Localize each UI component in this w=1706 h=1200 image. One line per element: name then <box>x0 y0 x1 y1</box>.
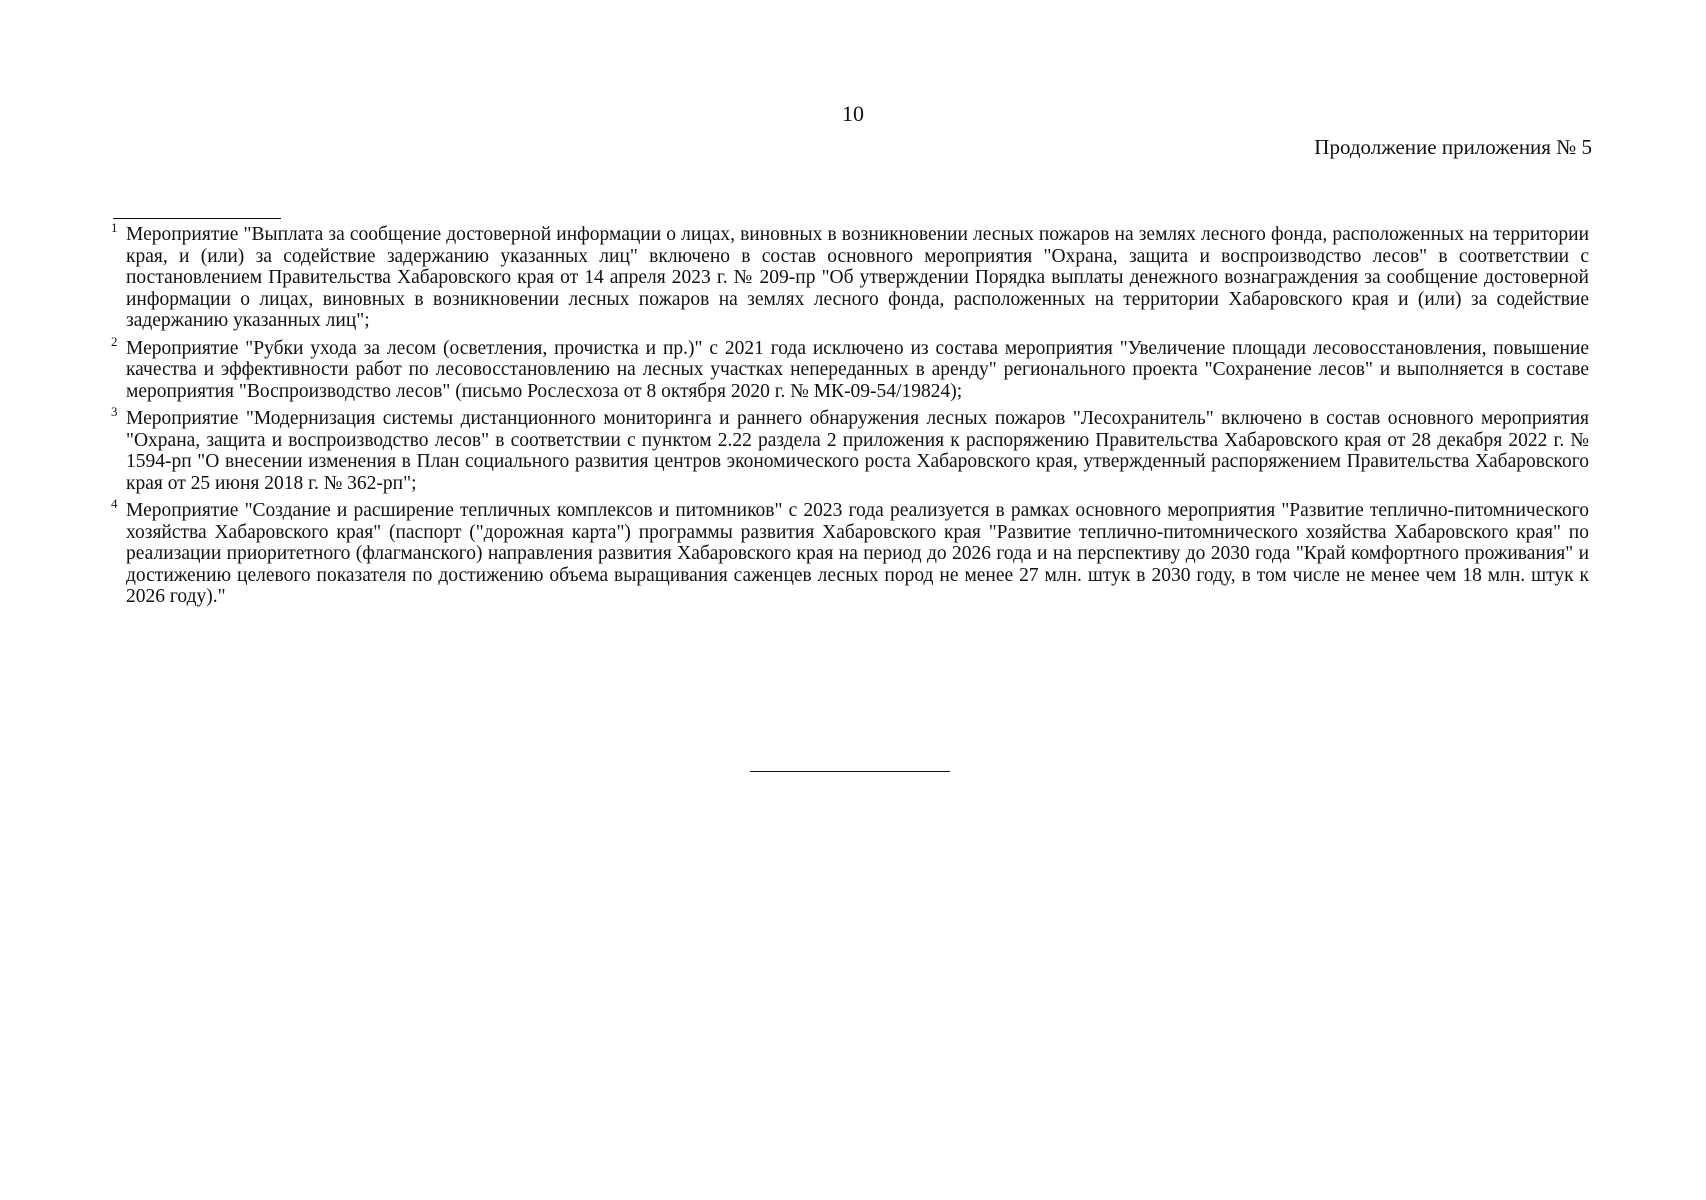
footnote-mark: 3 <box>111 404 118 419</box>
appendix-caption: Продолжение приложения № 5 <box>1314 135 1592 159</box>
footnote-3 <box>111 404 1589 494</box>
footnote-text: Мероприятие "Выплата за сообщение достоверной информации о лицах, виновных в возникновении лесных пожаров на землях лесного фонда, расположенных на территории края, и (или) за содействие задержанию указанных лиц" включено в состав основного мероприятия "Охрана, защита и воспроизводство лесов" в соответствии с постановлением Правительства Хабаровского края от 14 апреля 2023 г. № 209-пр "Об утверждении Порядка выплаты денежного вознаграждения за сообщение достоверной информации о лицах, виновных в возникновении лесных пожаров на землях лесного фонда, расположенных на территории Хабаровского края и (или) за содействие задержанию указанных лиц"; <box>126 224 1589 331</box>
footnote-mark: 2 <box>111 333 118 349</box>
footnote-mark: 4 <box>111 496 118 511</box>
footnote-text: Мероприятие "Рубки ухода за лесом (осветления, прочистка и пр.)" с 2021 года исключено из состава мероприятия "Увеличение площади лесовосстановления, повышение качества и эффективности работ по лесовосстановлению на лесных участках непереданных в аренду" регионального проекта "Сохранение лесов" и выполняется в составе мероприятия "Воспроизводство лесов" (письмо Рослесхоза от 8 октября 2020 г. № МК-09-54/19824); <box>126 337 1589 402</box>
footnote-separator <box>113 218 281 219</box>
closing-rule <box>750 771 950 772</box>
footnote-mark: 1 <box>111 220 118 235</box>
page-number: 10 <box>842 101 864 126</box>
footnote-text: Мероприятие "Модернизация системы дистанционного мониторинга и раннего обнаружения лесных пожаров "Лесохранитель" включено в состав основного мероприятия "Охрана, защита и воспроизводство лесов" в соответствии с пунктом 2.22 раздела 2 приложения к распоряжению Правительства Хабаровского края от 28 декабря 2022 г. № 1594-рп "О внесении изменения в План социального развития центров экономического роста Хабаровского края, утвержденный распоряжением Правительства Хабаровского края от 25 июня 2018 г. № 362-рп"; <box>126 408 1589 494</box>
footnote-1 <box>111 220 1589 332</box>
footnotes-list <box>111 220 1589 614</box>
footnote-2 <box>111 333 1589 403</box>
footnote-4 <box>111 496 1589 608</box>
footnote-text: Мероприятие "Создание и расширение тепличных комплексов и питомников" с 2023 года реализуется в рамках основного мероприятия "Развитие теплично-питомнического хозяйства Хабаровского края" (паспорт ("дорожная карта") программы развития Хабаровского края "Развитие теплично-питомнического хозяйства Хабаровского края" по реализации приоритетного (флагманского) направления развития Хабаровского края на период до 2026 года и на перспективу до 2030 года "Край комфортного проживания" и достижению целевого показателя по достижению объема выращивания саженцев лесных пород не менее 27 млн. штук в 2030 году, в том числе не менее чем 18 млн. штук к 2026 году)." <box>126 500 1589 607</box>
